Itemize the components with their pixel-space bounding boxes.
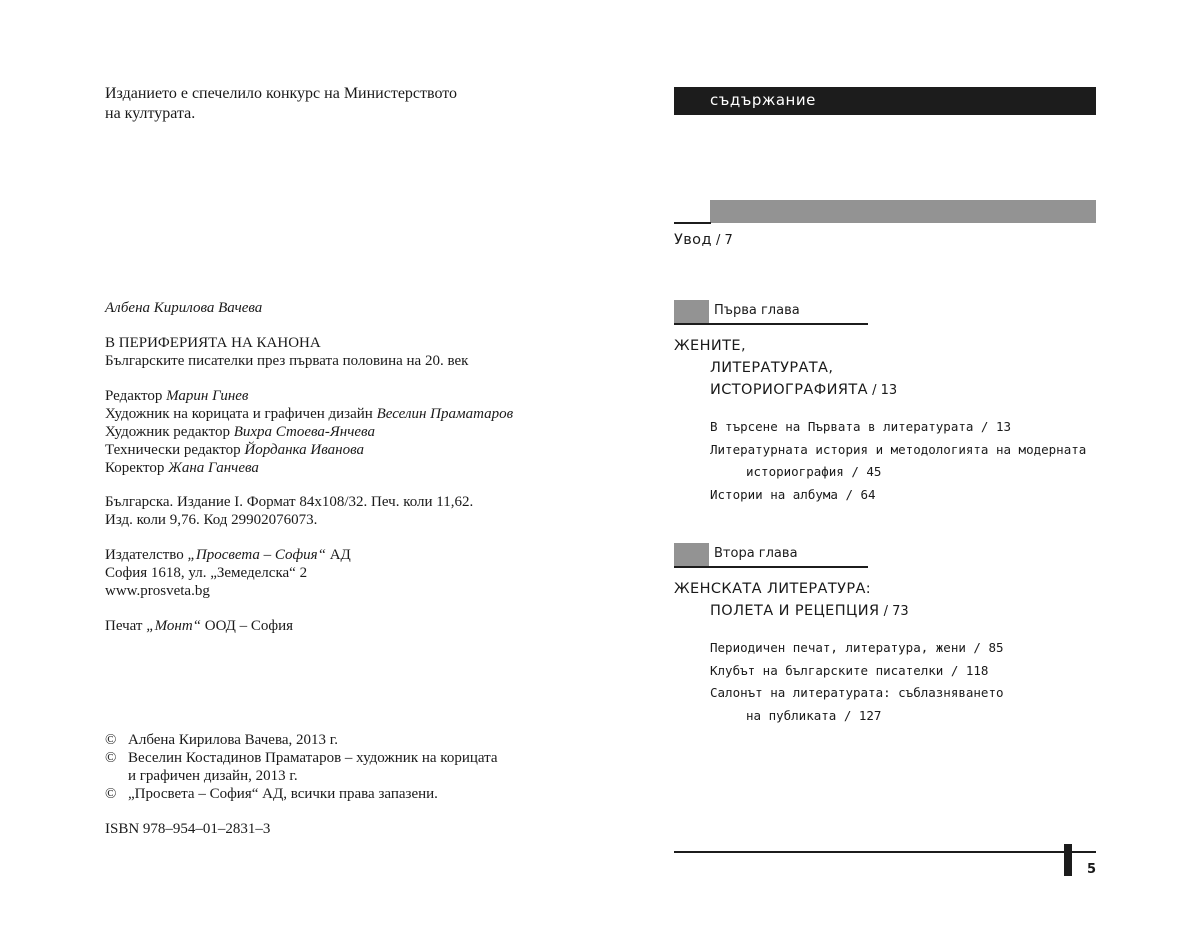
book-info [105, 334, 468, 370]
toc-entry[interactable]: Периодичен печат, литература, жени / 85 [710, 640, 1004, 655]
book-title: В ПЕРИФЕРИЯТА НА КАНОНА [105, 335, 321, 351]
author-name: Албена Кирилова Вачева [105, 300, 263, 316]
copyright-line: © Веселин Костадинов Праматаров – художник на корицата [105, 750, 498, 766]
contents-heading: съдържание [710, 91, 816, 109]
copyright-icon: © [105, 750, 117, 766]
publisher-info [105, 546, 351, 600]
print-info: Печат „Монт“ ООД – София [105, 618, 294, 634]
format-line: Изд. коли 9,76. Код 29902076073. [105, 512, 318, 528]
chapter1-title-line: ЛИТЕРАТУРАТА, [710, 360, 834, 376]
toc-intro[interactable]: Увод / 7 [674, 232, 733, 248]
edition-notice [105, 84, 457, 124]
chapter1-title-line: ИСТОРИОГРАФИЯТА / 13 [710, 382, 898, 398]
credits [105, 387, 513, 477]
toc-entry[interactable]: Литературната история и методологията на модерната [710, 441, 1087, 457]
page-number: 5 [1087, 862, 1097, 877]
chapter2-rule [674, 566, 868, 568]
credit-line: Редактор Марин Гинев [105, 388, 249, 404]
publisher-website: www.prosveta.bg [105, 583, 210, 599]
chapter2-title-line: ПОЛЕТА И РЕЦЕПЦИЯ / 73 [710, 603, 909, 619]
credit-line: Технически редактор Йорданка Иванова [105, 442, 365, 458]
toc-entry[interactable]: на публиката / 127 [746, 707, 882, 723]
contents-heading-bar [674, 87, 1096, 115]
format-info [105, 493, 473, 529]
chapter1-label: Първа глава [714, 303, 800, 318]
chapter1-title-line: ЖЕНИТЕ, [674, 338, 746, 354]
notice-line: Изданието е спечелило конкурс на Министерството [105, 85, 458, 102]
toc-entry[interactable]: В търсене на Първата в литературата / 13 [710, 419, 1012, 434]
book-subtitle: Българските писателки през първата половина на 20. век [105, 353, 469, 369]
copyright-line: и графичен дизайн, 2013 г. [128, 768, 298, 784]
toc-entry[interactable]: историография / 45 [746, 464, 882, 479]
intro-rule [674, 222, 711, 224]
footer-marker [1064, 844, 1072, 876]
chapter1-title[interactable] [674, 338, 897, 404]
chapter1-gray-block [674, 300, 709, 324]
credit-line: Художник редактор Вихра Стоева-Янчева [105, 424, 375, 440]
chapter2-entries [710, 640, 1004, 730]
publisher-line: Издателство „Просвета – София“ АД [105, 547, 351, 563]
toc-entry[interactable]: Салонът на литературата: съблазняването [710, 685, 1004, 700]
chapter1-rule [674, 323, 868, 325]
copyright-line: © „Просвета – София“ АД, всички права запазени. [105, 786, 438, 802]
chapter2-label: Втора глава [714, 546, 798, 561]
chapter2-title-line: ЖЕНСКАТА ЛИТЕРАТУРА: [674, 581, 872, 597]
credit-line: Художник на корицата и графичен дизайн Веселин Праматаров [105, 406, 514, 422]
chapter2-title[interactable] [674, 581, 909, 625]
chapter2-gray-block [674, 543, 709, 567]
footer-rule [674, 851, 1096, 853]
copyright-icon: © [105, 732, 117, 748]
toc-entry[interactable]: Истории на албума / 64 [710, 486, 876, 502]
credit-line: Коректор Жана Ганчева [105, 460, 259, 476]
intro-gray-bar [710, 200, 1096, 223]
chapter1-entries [710, 419, 1086, 509]
format-line: Българска. Издание I. Формат 84x108/32. Печ. коли 11,62. [105, 494, 474, 510]
toc-entry[interactable]: Клубът на българските писателки / 118 [710, 662, 989, 678]
publisher-address: София 1618, ул. „Земеделска“ 2 [105, 565, 308, 581]
copyright-line: © Албена Кирилова Вачева, 2013 г. [105, 732, 338, 748]
copyright-icon: © [105, 786, 117, 802]
isbn: ISBN 978–954–01–2831–3 [105, 821, 271, 837]
notice-line: на културата. [105, 105, 196, 122]
copyright-block [105, 731, 498, 803]
